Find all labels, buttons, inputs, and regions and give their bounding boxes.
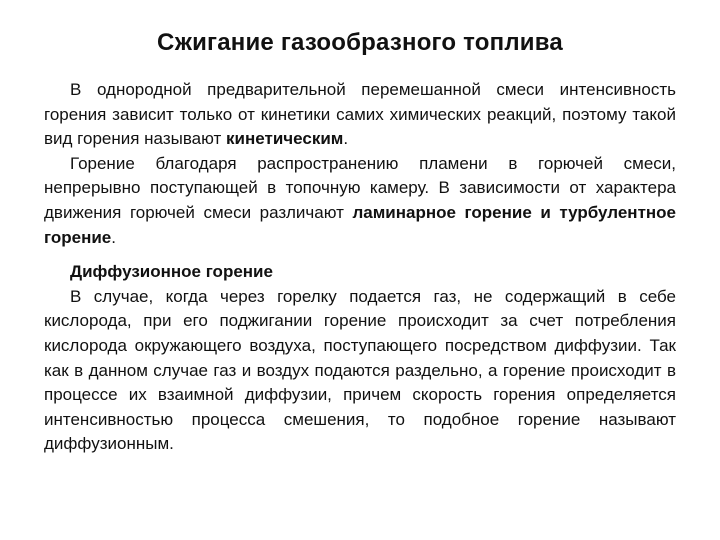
paragraph-diffusion-combustion — [44, 285, 676, 457]
paragraph-text: Горение благодаря распространению пламени в горючей смеси, непрерывно поступающей в топочную камеру. В зависимости от характера движения горючей смеси различают — [44, 153, 676, 222]
paragraph-tail: . — [111, 227, 116, 247]
paragraph-tail: . — [343, 129, 349, 149]
page-title: Сжигание газообразного топлива — [157, 29, 563, 56]
paragraph-kinetic-combustion — [44, 78, 676, 152]
term-kinetic: кинетическим — [226, 129, 344, 149]
subheading-diffusion: Диффузионное горение — [70, 262, 273, 282]
paragraph-text: В случае, когда через горелку подается газ, не содержащий в себе кислорода, при его поджигании горение происходит за счет потребления кислорода окружающего воздуха, поступающего посредством диффузии. Так как в данном случае газ и воздух подаются раздельно, а горение происходит в процессе их взаимной диффузии, причем скорость горения определяется интенсивностью процесса смешения, то подобное горение называют диффузионным. — [44, 286, 676, 454]
paragraph-flame-propagation — [44, 152, 676, 250]
paragraph-text: В однородной предварительной перемешанной смеси интенсивность горения зависит только от кинетики самих химических реакций, поэтому такой вид горения называют — [44, 80, 676, 149]
term-laminar-turbulent: ламинарное горение и турбулентное горение — [44, 202, 677, 247]
